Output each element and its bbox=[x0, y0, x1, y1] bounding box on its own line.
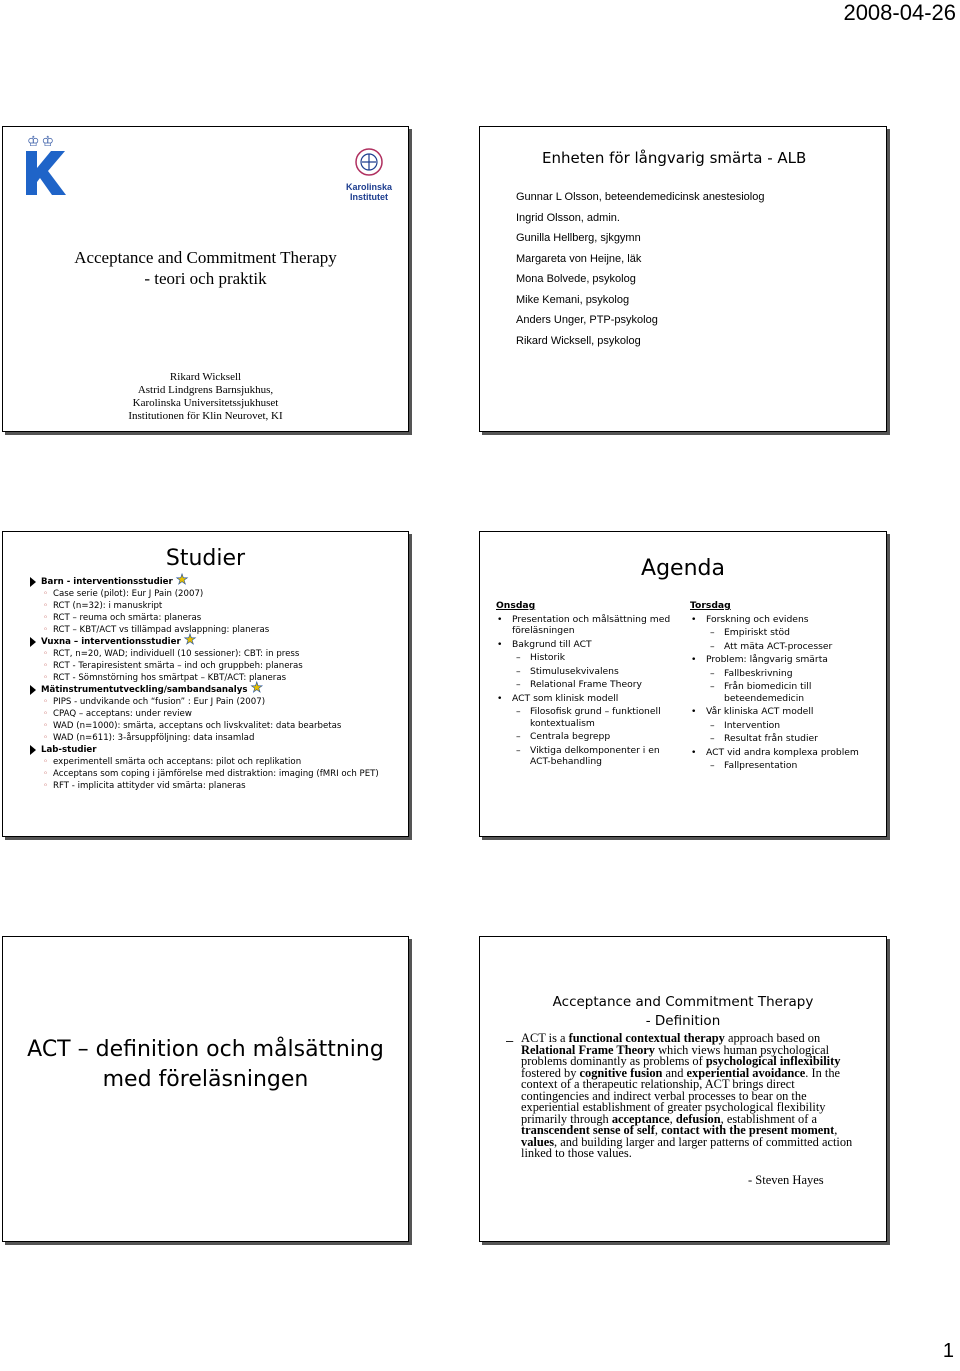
definition-paragraph bbox=[521, 1033, 863, 1160]
slide4-title: Agenda bbox=[641, 556, 725, 581]
study-item: ◦ WAD (n=1000): smärta, acceptans och livskvalitet: data bearbetas bbox=[30, 720, 379, 732]
definition-text-run: fostered by bbox=[521, 1065, 580, 1080]
definition-text-run: , bbox=[654, 1123, 662, 1137]
study-item: ◦ RFT - implicita attityder vid smärta: planeras bbox=[30, 780, 379, 792]
section-heading-text: Vuxna – interventionsstudier bbox=[41, 637, 181, 647]
study-item: ◦ RCT (n=32): i manuskript bbox=[30, 600, 379, 612]
staff-item: Margareta von Heijne, läk bbox=[516, 252, 642, 265]
study-item: ◦ experimentell smärta och acceptans: pilot och replikation bbox=[30, 756, 379, 768]
agenda-item: • Forskning och evidens bbox=[690, 614, 875, 626]
slide1-title-line2: - teori och praktik bbox=[144, 269, 267, 288]
staff-item: Mike Kemani, psykolog bbox=[516, 293, 630, 306]
agenda-subitem: – Empiriskt stöd bbox=[690, 627, 875, 639]
definition-text-run: which views human psychological problems dominantly as problems of bbox=[521, 1042, 830, 1068]
slide-staff bbox=[479, 126, 887, 432]
karolinska-institutet-logo bbox=[346, 147, 392, 202]
slide5-title-line1: ACT – definition och målsättning bbox=[27, 1037, 384, 1062]
agenda-subitem: – Relational Frame Theory bbox=[496, 679, 676, 691]
staff-item: Mona Bolvede, psykolog bbox=[516, 273, 636, 285]
ki-seal-line1: Karolinska bbox=[346, 182, 393, 192]
agenda-item: • Bakgrund till ACT bbox=[496, 639, 676, 651]
agenda-item: • Presentation och målsättning med föreläsningen bbox=[496, 614, 676, 637]
studies-list bbox=[30, 572, 379, 792]
study-item: ◦ RCT - Terapiresistent smärta – ind och gruppbeh: planeras bbox=[30, 660, 379, 672]
definition-key-term: psychological inflexibility bbox=[705, 1054, 841, 1068]
agenda-subitem: – Fallbeskrivning bbox=[690, 668, 875, 680]
agenda-subitem: – Från biomedicin till beteendemedicin bbox=[690, 681, 875, 704]
definition-text-run: . In the context of a therapeutic relationship, ACT brings direct contingencies and indirect verbal processes to bear on the experiential establishment of greater psychological flexibility primarily through bbox=[521, 1065, 841, 1126]
study-item: ◦ RCT – KBT/ACT vs tillämpad avslappning: planeras bbox=[30, 624, 379, 636]
slide6-title bbox=[480, 993, 886, 1031]
agenda-item: • Vår kliniska ACT modell bbox=[690, 706, 875, 718]
definition-key-term: functional contextual therapy bbox=[568, 1031, 725, 1045]
staff-item: Gunnar L Olsson, beteendemedicinsk anestesiolog bbox=[516, 191, 765, 203]
agenda-subitem: – Centrala begrepp bbox=[496, 731, 676, 743]
study-item: ◦ RCT - Sömnstörning hos smärtpat – KBT/ACT: planeras bbox=[30, 672, 379, 684]
study-item: ◦ Case serie (pilot): Eur J Pain (2007) bbox=[30, 588, 379, 600]
agenda-subitem: – Filosofisk grund – funktionell kontextualism bbox=[496, 706, 676, 729]
staff-list bbox=[516, 187, 764, 351]
definition-text-run: , and building larger and larger patterns of committed action linked to those values. bbox=[521, 1134, 853, 1160]
definition-text-run: , bbox=[669, 1111, 676, 1126]
agenda-subitem: – Stimulusekvivalens bbox=[496, 666, 676, 678]
staff-item: Anders Unger, PTP-psykolog bbox=[516, 314, 658, 326]
ki-seal-icon bbox=[352, 147, 386, 177]
slide6-title-line1: Acceptance and Commitment Therapy bbox=[552, 994, 814, 1010]
definition-key-term: values bbox=[521, 1134, 555, 1149]
staff-item: Ingrid Olsson, admin. bbox=[516, 211, 620, 224]
slide2-title: Enheten för långvarig smärta - ALB bbox=[542, 149, 807, 167]
section-heading bbox=[30, 680, 379, 696]
study-item: ◦ CPAQ – acceptans: under review bbox=[30, 708, 379, 720]
staff-item: Gunilla Hellberg, sjkgymn bbox=[516, 232, 641, 244]
agenda-item: • ACT som klinisk modell bbox=[496, 693, 676, 705]
agenda-subitem: – Historik bbox=[496, 652, 676, 664]
agenda-column-wednesday bbox=[496, 600, 676, 768]
slide3-title: Studier bbox=[165, 546, 246, 571]
definition-text-run: , establishment of a bbox=[720, 1111, 817, 1126]
study-item: ◦ Acceptans som coping i jämförelse med distraktion: imaging (fMRI och PET) bbox=[30, 768, 379, 780]
study-item: ◦ RCT, n=20, WAD; individuell (10 sessioner): CBT: in press bbox=[30, 648, 379, 660]
agenda-subitem: – Resultat från studier bbox=[690, 733, 875, 745]
slide5-title bbox=[3, 1035, 408, 1095]
definition-text-run: and bbox=[662, 1065, 687, 1080]
study-item: ◦ WAD (n=611): 3-årsuppföljning: data insamlad bbox=[30, 732, 379, 744]
agenda-day-heading: Onsdag bbox=[496, 600, 536, 611]
agenda-subitem: – Viktiga delkomponenter i en ACT-behandling bbox=[496, 745, 676, 768]
crown-icon: ♔♔ bbox=[27, 133, 57, 149]
study-item: ◦ RCT – reuma och smärta: planeras bbox=[30, 612, 379, 624]
slide1-title bbox=[3, 247, 408, 289]
slide-agenda bbox=[479, 531, 887, 837]
slide-definition-section bbox=[2, 936, 409, 1242]
section-heading bbox=[30, 632, 379, 648]
slide-act-definition bbox=[479, 936, 887, 1242]
definition-key-term: contact with the present moment bbox=[661, 1123, 835, 1137]
agenda-subitem: – Att mäta ACT-processer bbox=[690, 641, 875, 653]
section-heading-text: Mätinstrumentutveckling/sambandsanalys bbox=[41, 685, 248, 695]
study-item: ◦ PIPS - undvikande och “fusion” : Eur J Pain (2007) bbox=[30, 696, 379, 708]
definition-key-term: cognitive fusion bbox=[579, 1065, 663, 1080]
definition-key-term: defusion bbox=[675, 1111, 721, 1126]
section-heading bbox=[30, 572, 379, 588]
definition-key-term: transcendent sense of self bbox=[521, 1123, 655, 1137]
definition-key-term: experiential avoidance bbox=[686, 1065, 806, 1080]
author-line: Astrid Lindgrens Barnsjukhus, bbox=[137, 384, 274, 396]
slide-title bbox=[2, 126, 409, 432]
section-heading-text: Barn - interventionsstudier bbox=[41, 577, 173, 587]
star-icon: ★ bbox=[175, 572, 189, 588]
definition-key-term: acceptance bbox=[611, 1111, 670, 1126]
definition-text-run: ACT is a bbox=[521, 1031, 569, 1045]
slide-studies bbox=[2, 531, 409, 837]
agenda-subitem: – Intervention bbox=[690, 720, 875, 732]
slide1-title-line1: Acceptance and Commitment Therapy bbox=[74, 248, 337, 267]
star-icon: ★ bbox=[183, 632, 197, 648]
definition-text-run: , bbox=[834, 1123, 838, 1137]
k-logo-icon bbox=[26, 151, 66, 195]
author-line: Karolinska Universitetssjukhuset bbox=[132, 397, 279, 409]
definition-dash: – bbox=[506, 1033, 514, 1048]
slide5-title-line2: med föreläsningen bbox=[102, 1067, 309, 1092]
agenda-item: • ACT vid andra komplexa problem bbox=[690, 747, 875, 759]
author-line: Institutionen för Klin Neurovet, KI bbox=[128, 410, 283, 422]
definition-text-run: approach based on bbox=[724, 1031, 821, 1045]
slide1-authors bbox=[3, 371, 408, 423]
definition-signature: - Steven Hayes bbox=[748, 1173, 824, 1187]
page-number: 1 bbox=[942, 1340, 954, 1362]
section-heading bbox=[30, 744, 379, 756]
ki-seal-line2: Institutet bbox=[350, 192, 388, 202]
agenda-subitem: – Fallpresentation bbox=[690, 760, 875, 772]
staff-item: Rikard Wicksell, psykolog bbox=[516, 334, 641, 347]
author-line: Rikard Wicksell bbox=[169, 371, 242, 383]
agenda-item: • Problem: långvarig smärta bbox=[690, 654, 875, 666]
star-icon: ★ bbox=[250, 680, 264, 696]
section-heading-text: Lab-studier bbox=[41, 745, 97, 755]
page-date: 2008-04-26 bbox=[843, 0, 956, 25]
agenda-day-heading: Torsdag bbox=[690, 600, 731, 611]
slide6-title-line2: - Definition bbox=[645, 1013, 721, 1029]
agenda-column-thursday bbox=[690, 600, 875, 772]
definition-key-term: Relational Frame Theory bbox=[521, 1042, 655, 1057]
